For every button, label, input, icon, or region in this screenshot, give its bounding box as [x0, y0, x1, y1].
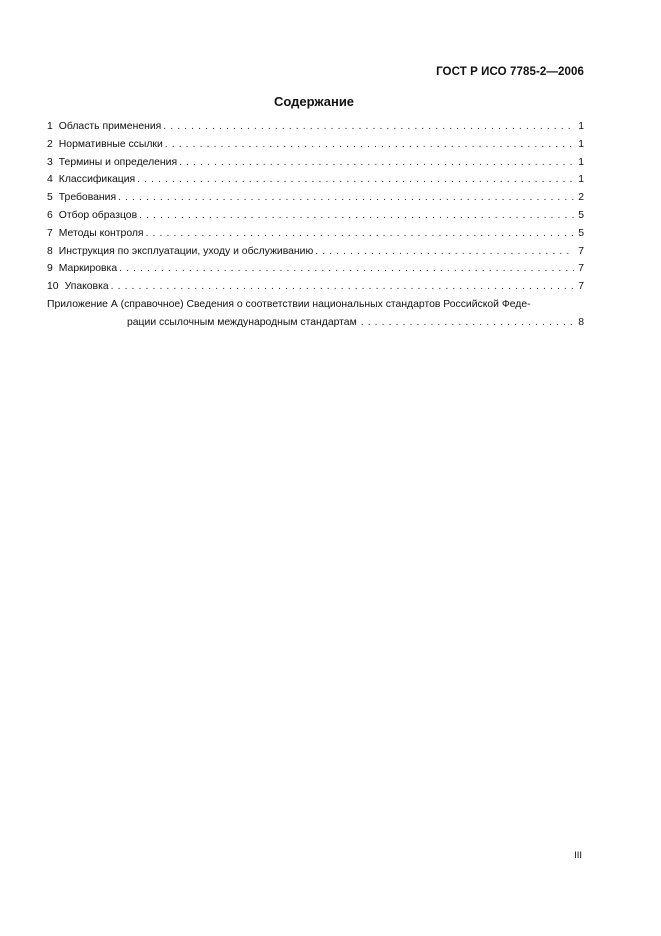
table-of-contents	[47, 121, 584, 335]
toc-leader-dots	[146, 228, 575, 240]
toc-entry-number: 8	[47, 245, 53, 257]
toc-entry-4[interactable]	[47, 174, 584, 192]
toc-entry-label: Упаковка	[64, 281, 109, 293]
appendix-label-line2: рации ссылочным международным стандартам	[127, 316, 357, 328]
toc-entry-page: 7	[578, 263, 584, 275]
toc-leader-dots	[118, 192, 574, 204]
toc-entry-label: Инструкция по эксплуатации, уходу и обслуживанию	[58, 245, 314, 257]
toc-entry-7[interactable]	[47, 228, 584, 246]
toc-entry-label: Отбор образцов	[58, 209, 138, 221]
toc-entry-number: 1	[47, 121, 53, 132]
toc-leader-dots	[139, 210, 574, 222]
toc-entry-label: Методы контроля	[58, 227, 144, 239]
toc-entry-10[interactable]	[47, 281, 584, 299]
toc-entry-page: 2	[578, 192, 584, 204]
toc-entry-5[interactable]	[47, 192, 584, 210]
toc-entry-number: 10	[47, 281, 59, 293]
toc-entry-page: 1	[578, 121, 584, 132]
toc-entry-6[interactable]	[47, 210, 584, 228]
toc-entry-label: Требования	[58, 192, 117, 204]
toc-entry-label: Область применения	[58, 121, 162, 132]
toc-leader-dots	[163, 121, 574, 133]
appendix-page: 8	[578, 316, 584, 328]
toc-entry-number: 2	[47, 138, 53, 150]
toc-entry-number: 3	[47, 156, 53, 168]
toc-entry-page: 7	[578, 245, 584, 257]
toc-entry-page: 5	[578, 227, 584, 239]
toc-leader-dots	[119, 263, 574, 275]
toc-entry-label: Классификация	[58, 174, 136, 186]
toc-entry-label: Нормативные ссылки	[58, 138, 163, 150]
toc-leader-dots	[137, 174, 574, 186]
toc-entry-appendix-a[interactable]	[47, 299, 584, 335]
toc-entry-page: 5	[578, 209, 584, 221]
toc-entry-page: 1	[578, 156, 584, 168]
toc-entry-number: 5	[47, 192, 53, 204]
page-number: III	[574, 850, 582, 861]
toc-entry-page: 1	[578, 174, 584, 186]
toc-entry-3[interactable]	[47, 157, 584, 175]
toc-entry-number: 6	[47, 209, 53, 221]
toc-title: Содержание	[273, 94, 355, 109]
toc-entry-label: Термины и определения	[58, 156, 178, 168]
toc-entry-page: 7	[578, 281, 584, 293]
toc-leader-dots	[111, 281, 575, 293]
toc-entry-8[interactable]	[47, 246, 584, 264]
document-standard-code: ГОСТ Р ИСО 7785-2—2006	[436, 66, 584, 78]
toc-leader-dots	[315, 246, 574, 258]
toc-entry-1[interactable]	[47, 121, 584, 139]
toc-leader-dots	[165, 139, 574, 151]
toc-entry-2[interactable]	[47, 139, 584, 157]
appendix-label-line1: Приложение А (справочное) Сведения о соответствии национальных стандартов Российской Феде-	[47, 298, 531, 310]
toc-leader-dots	[361, 317, 575, 329]
toc-entry-number: 7	[47, 227, 53, 239]
toc-entry-9[interactable]	[47, 263, 584, 281]
toc-entry-label: Маркировка	[58, 263, 118, 275]
toc-entry-number: 4	[47, 174, 53, 186]
toc-entry-page: 1	[578, 138, 584, 150]
toc-entry-number: 9	[47, 263, 53, 275]
toc-leader-dots	[179, 157, 574, 169]
